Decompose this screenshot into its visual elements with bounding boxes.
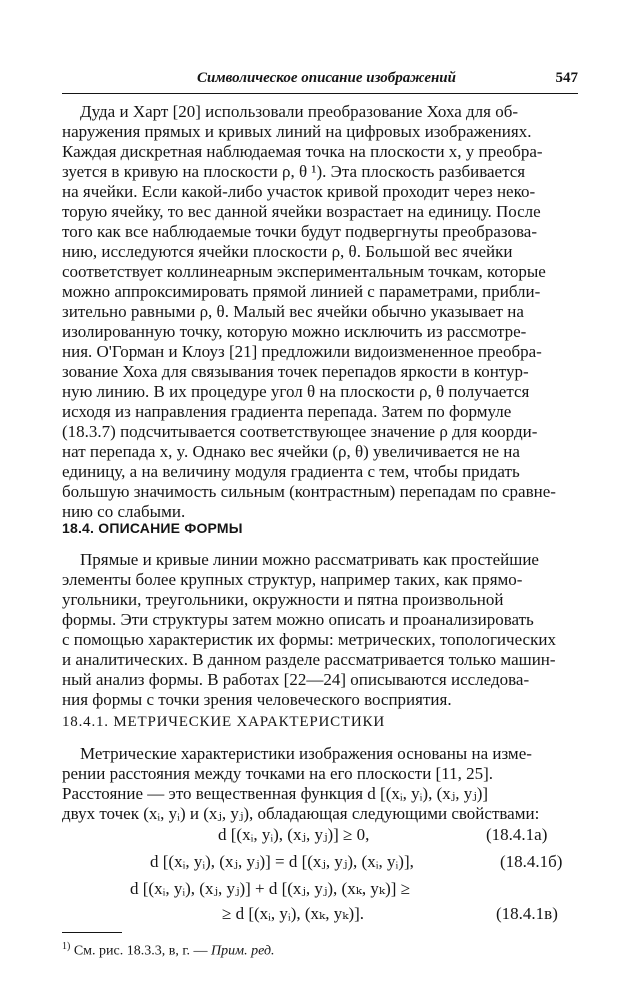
text-line: нат перепада x, y. Однако вес ячейки (ρ, θ) увеличивается не на	[62, 442, 520, 461]
page-number: 547	[555, 70, 578, 86]
text-line: большую значимость сильным (контрастным) перепадам по сравне-	[62, 482, 556, 501]
text-line: изолированную точку, которую можно исключить из рассмотре-	[62, 322, 527, 341]
text-line: формы. Эти структуры затем можно описать и проанализировать	[62, 610, 534, 629]
text-line: зуется в кривую на плоскости ρ, θ ¹). Эта плоскость разбивается	[62, 162, 526, 181]
text-line: нию, исследуются ячейки плоскости ρ, θ. Большой вес ячейки	[62, 242, 513, 261]
footnote-editor-note: Прим. ред.	[211, 943, 275, 959]
text-line: элементы более крупных структур, например таких, как прямо-	[62, 570, 523, 589]
text-line: наружения прямых и кривых линий на цифровых изображениях.	[62, 122, 532, 141]
text-line: ния формы с точки зрения человеческого восприятия.	[62, 690, 452, 709]
formula-18-4-1a: d [(xᵢ, yᵢ), (xⱼ, yⱼ)] ≥ 0,	[218, 825, 370, 844]
text-line: зование Хоха для связывания точек перепадов яркости в контур-	[62, 362, 529, 381]
header-rule	[62, 93, 578, 94]
text-line: Дуда и Харт [20] использовали преобразование Хоха для об-	[80, 102, 519, 121]
text-line: зительно равными ρ, θ. Малый вес ячейки обычно указывает на	[62, 302, 524, 321]
text-line: Прямые и кривые линии можно рассматривать как простейшие	[80, 550, 539, 569]
text-line: Метрические характеристики изображения основаны на изме-	[80, 744, 532, 763]
footnote-rule	[62, 932, 122, 933]
text-line: двух точек (xᵢ, yᵢ) и (xⱼ, yⱼ), обладающая следующими свойствами:	[62, 804, 540, 823]
text-line: того как все наблюдаемые точки будут подвергнуты преобразова-	[62, 222, 537, 241]
footnote-mark: 1)	[62, 941, 71, 952]
formula-18-4-1b: d [(xᵢ, yᵢ), (xⱼ, yⱼ)] = d [(xⱼ, yⱼ), (xᵢ, yᵢ)],	[150, 852, 414, 871]
text-line: ный анализ формы. В работах [22—24] описываются исследова-	[62, 670, 530, 689]
text-line: соответствует коллинеарным экспериментальным точкам, которые	[62, 262, 546, 281]
text-line: на ячейки. Если какой-либо участок кривой проходит через неко-	[62, 182, 536, 201]
equation-number: (18.4.1а)	[486, 825, 548, 844]
footnote	[62, 938, 275, 961]
subsection-heading: 18.4.1. МЕТРИЧЕСКИЕ ХАРАКТЕРИСТИКИ	[62, 714, 385, 730]
text-line: с помощью характеристик их формы: метрических, топологических	[62, 630, 556, 649]
text-line: рении расстояния между точками на его плоскости [11, 25].	[62, 764, 493, 783]
text-line: единицу, а на величину модуля градиента с тем, чтобы придать	[62, 462, 520, 481]
text-line: можно аппроксимировать прямой линией с параметрами, прибли-	[62, 282, 541, 301]
text-line: и аналитических. В данном разделе рассматривается только машин-	[62, 650, 556, 669]
text-line: ную линию. В их процедуре угол θ на плоскости ρ, θ получается	[62, 382, 530, 401]
section-heading: 18.4. ОПИСАНИЕ ФОРМЫ	[62, 520, 243, 536]
running-title: Символическое описание изображений	[197, 70, 456, 86]
equation-number: (18.4.1в)	[496, 904, 558, 923]
text-line: (18.3.7) подсчитывается соответствующее значение ρ для коорди-	[62, 422, 538, 441]
text-line: нию со слабыми.	[62, 502, 186, 521]
paragraph-hough-transform	[62, 102, 578, 522]
formula-18-4-1c-line2: ≥ d [(xᵢ, yᵢ), (xₖ, yₖ)].	[222, 904, 365, 923]
formula-18-4-1c-line1: d [(xᵢ, yᵢ), (xⱼ, yⱼ)] + d [(xⱼ, yⱼ), (xₖ, yₖ)] ≥	[130, 879, 411, 898]
text-line: исходя из направления градиента перепада. Затем по формуле	[62, 402, 512, 421]
text-line: Расстояние — это вещественная функция d [(xᵢ, yᵢ), (xⱼ, yⱼ)]	[62, 784, 489, 803]
paragraph-shape-description	[62, 550, 578, 710]
page-header	[62, 70, 578, 92]
text-line: угольники, треугольники, окружности и пятна произвольной	[62, 590, 504, 609]
text-line: торую ячейку, то вес данной ячейки возрастает на единицу. После	[62, 202, 541, 221]
text-line: ния. О'Горман и Клоуз [21] предложили видоизмененное преобра-	[62, 342, 542, 361]
text-line: Каждая дискретная наблюдаемая точка на плоскости x, y преобра-	[62, 142, 543, 161]
footnote-text: См. рис. 18.3.3, в, г. —	[73, 943, 212, 959]
equation-number: (18.4.1б)	[500, 852, 563, 871]
paragraph-metric-characteristics	[62, 744, 578, 824]
